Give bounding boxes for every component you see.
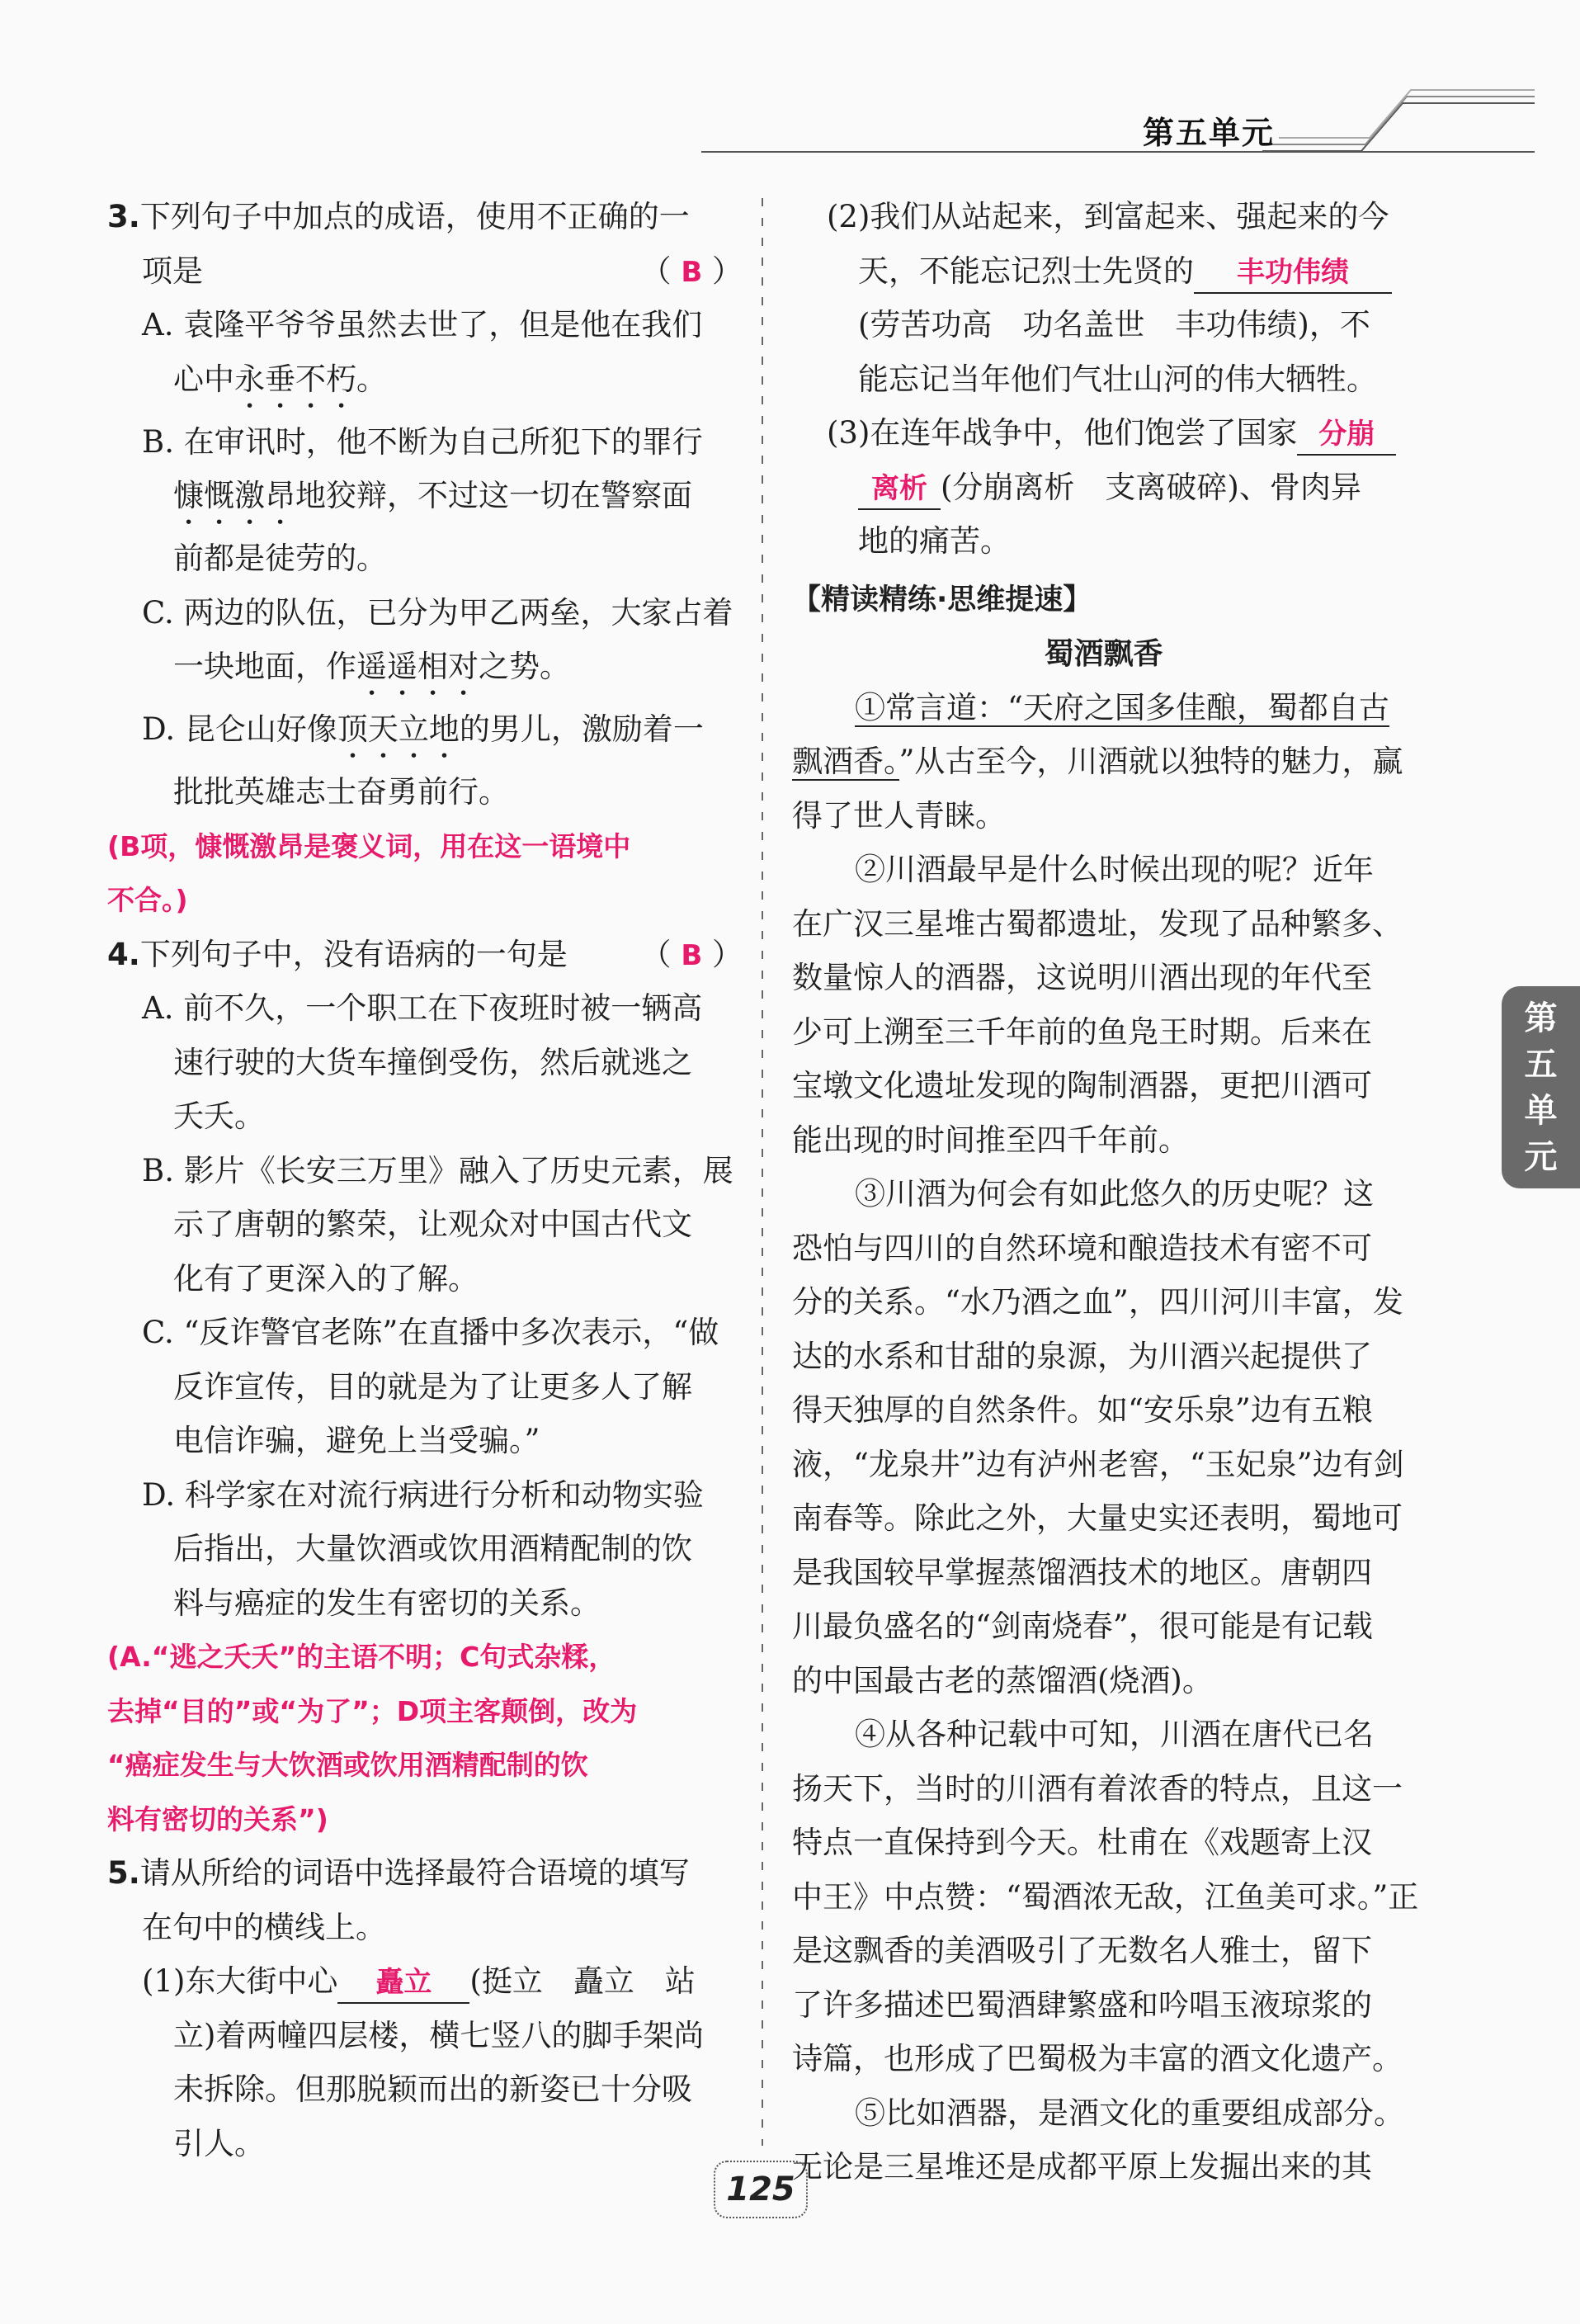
q5-item2-prefix: 天，不能忘记烈士先贤的 [858, 253, 1194, 289]
q4-note: 去掉“目的”或“为了”；D项主客颠倒，改为 [107, 1694, 638, 1727]
bracket-close: ） [712, 936, 743, 972]
answer-blank [1297, 413, 1396, 456]
side-tab-unit [1502, 986, 1580, 1188]
paragraph-line: 得天独厚的自然条件。如“安乐泉”边有五粮 [792, 1392, 1373, 1428]
q4-option-b-cont: 化有了更深入的了解。 [173, 1260, 479, 1297]
paragraph-line: 分的关系。“水乃酒之血”，四川河川丰富，发 [792, 1284, 1403, 1320]
dotted-idiom: 慷慨激昂 [173, 478, 295, 513]
side-tab-char: 五 [1524, 1045, 1558, 1084]
q5-item3-cont: 地的痛苦。 [858, 523, 1011, 559]
q3-option-d-cont: 批批英雄志士奋勇前行。 [173, 774, 509, 810]
q5-item2-cont: 能忘记当年他们气壮山河的伟大牺牲。 [858, 361, 1377, 397]
paragraph-line: 的中国最古老的蒸馏酒(烧酒)。 [792, 1662, 1213, 1698]
bracket-open: （ [640, 253, 672, 289]
q5-item3-answer-part2: 离析 [871, 471, 927, 505]
q5-item1-cont: 引人。 [173, 2125, 265, 2161]
q3-note: 不合。) [107, 884, 188, 916]
q5-stem-line [107, 1846, 743, 1901]
q4-stem-line [107, 928, 743, 982]
q4-option-a-cont: 速行驶的大货车撞倒受伤，然后就逃之 [173, 1044, 692, 1080]
paragraph-line: 宝墩文化遗址发现的陶制酒器，更把川酒可 [792, 1068, 1372, 1103]
paragraph-line: 南春等。除此之外，大量史实还表明，蜀地可 [792, 1500, 1403, 1536]
q4-note: “癌症发生与大饮酒或饮用酒精配制的饮 [107, 1749, 588, 1781]
q4-option-c-cont: 电信诈骗，避免上当受骗。” [173, 1423, 540, 1458]
answer-blank [1194, 252, 1392, 294]
q3-option-b: B. 在审讯时，他不断为自己所犯下的罪行 [142, 423, 703, 460]
q5-item2-cont: (劳苦功高 功名盖世 丰功伟绩)，不 [858, 307, 1370, 342]
question-number: 3. [107, 199, 140, 234]
question-number: 5. [107, 1855, 140, 1891]
q3-option-a-cont: 心中永垂不朽。 [173, 361, 387, 397]
underlined-text: 飘酒香。 [792, 744, 899, 779]
q5-item3-prefix: (3)在连年战争中，他们饱尝了国家 [827, 415, 1298, 451]
side-tab-char: 第 [1524, 999, 1558, 1037]
paragraph-line: 在广汉三星堆古蜀都遗址，发现了品种繁多、 [792, 905, 1403, 942]
bracket-close: ） [712, 253, 743, 289]
q5-item2: (2)我们从站起来，到富起来、强起来的今 [827, 199, 1389, 234]
q3-option-b-cont: 慷慨激昂地狡辩，不过这一切在警察面 [173, 478, 692, 513]
q5-stem-line: 在句中的横线上。 [142, 1909, 386, 1945]
paragraph-line: 能出现的时间推至四千年前。 [792, 1122, 1189, 1158]
paragraph-line: 是这飘香的美酒吸引了无数名人雅士，留下 [792, 1933, 1372, 1968]
header-rule [701, 151, 1535, 153]
dotted-idiom: 顶天立地 [337, 711, 460, 747]
q5-item3-cont [792, 461, 1415, 515]
paragraph-line: 飘酒香。”从古至今，川酒就以独特的魅力，赢 [792, 744, 1403, 779]
paragraph-line: ④从各种记载中可知，川酒在唐代已名 [855, 1717, 1374, 1752]
paragraph-line: 数量惊人的酒器，这说明川酒出现的年代至 [792, 960, 1372, 995]
column-divider [757, 198, 767, 2146]
q5-item1 [107, 1954, 743, 2009]
paragraph-line: ②川酒最早是什么时候出现的呢？近年 [855, 852, 1374, 887]
paragraph-line: 扬天下，当时的川酒有着浓香的特点，且这一 [792, 1770, 1403, 1807]
article-title: 蜀酒飘香 [1044, 636, 1163, 671]
q3-option-c: C. 两边的队伍，已分为甲乙两垒，大家占着 [142, 594, 733, 631]
q5-item1-prefix: (1)东大街中心 [142, 1963, 338, 1999]
paragraph-line: 中王》中点赞：“蜀酒浓无敌，江鱼美可求。”正 [792, 1878, 1419, 1915]
side-tab-char: 单 [1524, 1091, 1558, 1130]
q5-item1-suffix: (挺立 矗立 站 [469, 1963, 696, 1999]
q3-stem-text: 项是 [142, 253, 203, 289]
q4-option-a: A. 前不久，一个职工在下夜班时被一辆高 [142, 990, 703, 1026]
paragraph-line: 达的水系和甘甜的泉源，为川酒兴起提供了 [792, 1338, 1372, 1374]
paragraph-line [792, 681, 1415, 735]
q3-option-a: A. 袁隆平爷爷虽然去世了，但是他在我们 [142, 307, 703, 342]
q3-option-b-cont: 前都是徒劳的。 [173, 541, 387, 576]
q5-item3-answer-part1: 分崩 [1318, 418, 1375, 451]
section-heading: 【精读精练·思维提速】 [792, 583, 1092, 616]
q3-option-d: D. 昆仑山好像顶天立地的男儿，激励着一 [142, 711, 704, 747]
paragraph-line: 得了世人青睐。 [792, 797, 1006, 834]
q5-item3-suffix: (分崩离析 支离破碎)、骨肉异 [941, 469, 1361, 505]
bracket-open: （ [640, 936, 672, 972]
q4-note: (A.“逃之夭夭”的主语不明；C句式杂糅， [107, 1641, 616, 1673]
paragraph-line: 是我国较早掌握蒸馏酒技术的地区。唐朝四 [792, 1554, 1372, 1590]
q4-option-d: D. 科学家在对流行病进行分析和动物实验 [142, 1476, 704, 1513]
answer-blank [858, 468, 941, 510]
q5-item2-answer: 丰功伟绩 [1237, 255, 1349, 289]
q3-note: (B项，慷慨激昂是褒义词，用在这一语境中 [107, 829, 631, 862]
q4-note: 料有密切的关系”) [107, 1802, 328, 1835]
paragraph-line: 了许多描述巴蜀酒肆繁盛和吟唱玉液琼浆的 [792, 1986, 1372, 2023]
q3-answer: B [681, 255, 703, 289]
q5-item1-cont: 立)着两幢四层楼，横七竖八的脚手架尚 [173, 2017, 705, 2053]
q4-option-d-cont: 后指出，大量饮酒或饮用酒精配制的饮 [173, 1531, 692, 1566]
dotted-idiom: 遥遥相对 [356, 649, 479, 684]
paragraph-line: 无论是三星堆还是成都平原上发掘出来的其 [792, 2149, 1372, 2185]
q4-option-d-cont: 料与癌症的发生有密切的关系。 [173, 1585, 601, 1621]
q4-option-c-cont: 反诈宣传，目的就是为了让更多人了解 [173, 1368, 692, 1405]
answer-bracket [641, 928, 743, 984]
dotted-idiom: 永垂不朽 [234, 361, 356, 397]
side-tab-char: 元 [1524, 1137, 1558, 1176]
paragraph-line: ⑤比如酒器，是酒文化的重要组成部分。 [855, 2095, 1404, 2131]
underlined-text: ①常言道：“天府之国多佳酿，蜀都自古 [855, 689, 1389, 725]
q3-option-c-cont: 一块地面，作遥遥相对之势。 [173, 649, 570, 684]
q4-answer: B [681, 938, 703, 972]
paragraph-line: 诗篇，也形成了巴蜀极为丰富的酒文化遗产。 [792, 2041, 1403, 2076]
paragraph-line: 川最负盛名的“剑南烧春”，很可能是有记载 [792, 1608, 1373, 1644]
paragraph-line: 恐怕与四川的自然环境和酿造技术有密不可 [792, 1230, 1372, 1266]
q5-item1-answer: 矗立 [375, 1966, 432, 1999]
q4-stem-text: 下列句子中，没有语病的一句是 [139, 936, 568, 972]
header-decoration [1262, 87, 1535, 153]
q5-item3 [792, 406, 1415, 461]
q3-stem-text: 下列句子中加点的成语，使用不正确的一 [139, 199, 690, 234]
q5-item2-cont [792, 244, 1415, 299]
paragraph-line: 液，“龙泉井”边有泸州老窖，“玉妃泉”边有剑 [792, 1446, 1404, 1482]
left-column [107, 190, 743, 2170]
page-number: 125 [714, 2161, 808, 2218]
question-number: 4. [107, 936, 140, 972]
q4-option-c: C. “反诈警官老陈”在直播中多次表示，“做 [142, 1315, 719, 1350]
answer-blank [337, 1962, 469, 2004]
right-column [792, 190, 1419, 2194]
paragraph-line: 特点一直保持到今天。杜甫在《戏题寄上汉 [792, 1825, 1372, 1860]
q5-stem-text: 请从所给的词语中选择最符合语境的填写 [139, 1855, 690, 1891]
q3-stem-line [107, 244, 743, 299]
q3-stem-line [107, 190, 743, 244]
answer-bracket [641, 244, 743, 300]
q4-option-b: B. 影片《长安三万里》融入了历史元素，展 [142, 1152, 733, 1188]
q5-item1-cont: 未拆除。但那脱颖而出的新姿已十分吸 [173, 2071, 692, 2107]
q4-option-a-cont: 夭夭。 [173, 1098, 265, 1134]
unit-title: 第五单元 [1143, 115, 1276, 151]
paragraph-line: 少可上溯至三千年前的鱼凫王时期。后来在 [792, 1013, 1372, 1050]
paragraph-line: ③川酒为何会有如此悠久的历史呢？这 [855, 1176, 1374, 1212]
q4-option-b-cont: 示了唐朝的繁荣，让观众对中国古代文 [173, 1207, 692, 1242]
